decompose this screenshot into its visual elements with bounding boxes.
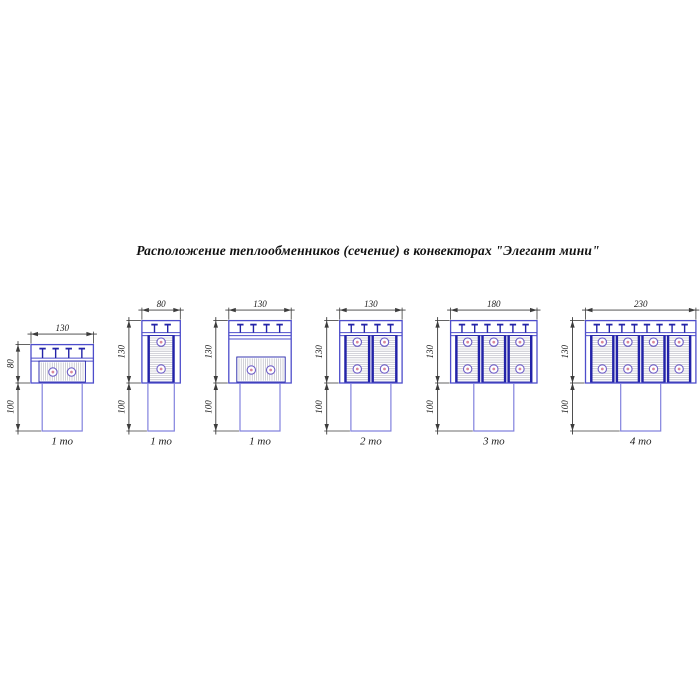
tube-center-mark bbox=[383, 341, 386, 344]
dimension-arrow bbox=[435, 383, 439, 390]
dimension-arrow bbox=[570, 321, 574, 328]
dimension-arrow bbox=[435, 321, 439, 328]
tube-center-mark bbox=[492, 341, 495, 344]
dimension-label: 80 bbox=[5, 359, 16, 369]
tube-center-mark bbox=[383, 368, 386, 371]
dimension-arrow bbox=[127, 376, 131, 383]
dimension-arrow bbox=[127, 424, 131, 431]
dimension-arrow bbox=[127, 321, 131, 328]
drawing-convector-130x130-1to bbox=[203, 299, 294, 448]
tube-center-mark bbox=[601, 341, 604, 344]
tube-center-mark bbox=[250, 369, 253, 372]
tube-center-mark bbox=[70, 371, 73, 374]
tube-center-mark bbox=[652, 341, 655, 344]
dimension-label: 100 bbox=[5, 400, 16, 414]
convector-duct bbox=[621, 383, 661, 431]
dimension-arrow bbox=[435, 376, 439, 383]
tube-center-mark bbox=[356, 341, 359, 344]
tube-center-mark bbox=[627, 341, 630, 344]
dimension-arrow bbox=[16, 345, 20, 352]
drawing-convector-130x130-2to bbox=[314, 299, 405, 448]
convector-duct bbox=[42, 383, 82, 431]
tube-center-mark bbox=[652, 368, 655, 371]
dimension-arrow bbox=[127, 383, 131, 390]
dimension-arrow bbox=[31, 332, 38, 336]
dimension-arrow bbox=[16, 383, 20, 390]
dimension-label: 130 bbox=[116, 345, 127, 359]
dimension-arrow bbox=[142, 308, 149, 312]
dimension-label: 230 bbox=[633, 298, 648, 309]
dimension-arrow bbox=[395, 308, 402, 312]
convector-duct bbox=[474, 383, 514, 431]
dimension-label: 130 bbox=[253, 298, 267, 309]
dimension-label: 100 bbox=[314, 400, 325, 414]
dimension-arrow bbox=[435, 424, 439, 431]
dimension-label: 130 bbox=[314, 345, 325, 359]
tube-center-mark bbox=[678, 368, 681, 371]
dimension-arrow bbox=[229, 308, 236, 312]
dimension-label: 100 bbox=[560, 400, 570, 414]
tube-center-mark bbox=[519, 341, 522, 344]
dimension-arrow bbox=[325, 321, 329, 328]
drawing-convector-80x130-1to bbox=[116, 299, 183, 448]
tube-center-mark bbox=[160, 368, 163, 371]
tube-center-mark bbox=[356, 368, 359, 371]
tube-center-mark bbox=[627, 368, 630, 371]
tube-center-mark bbox=[492, 368, 495, 371]
tube-center-mark bbox=[52, 371, 55, 374]
dimension-label: 100 bbox=[203, 400, 214, 414]
convector-duct bbox=[240, 383, 280, 431]
diagram-title: Расположение теплообменников (сечение) в конвекторах "Элегант мини" bbox=[136, 243, 600, 258]
dimension-arrow bbox=[570, 383, 574, 390]
tube-center-mark bbox=[466, 341, 469, 344]
convector-duct bbox=[148, 383, 174, 431]
dimension-label: 130 bbox=[203, 345, 214, 359]
dimension-arrow bbox=[214, 321, 218, 328]
tube-center-mark bbox=[269, 369, 272, 372]
dimension-arrow bbox=[570, 424, 574, 431]
dimension-arrow bbox=[325, 376, 329, 383]
drawing-convector-230x130-4to bbox=[560, 299, 699, 448]
dimension-arrow bbox=[284, 308, 291, 312]
drawing-caption: 1 то bbox=[51, 435, 74, 448]
dimension-arrow bbox=[325, 424, 329, 431]
dimension-arrow bbox=[16, 424, 20, 431]
drawing-caption: 1 то bbox=[249, 435, 271, 448]
dimension-arrow bbox=[214, 424, 218, 431]
dimension-label: 130 bbox=[560, 345, 570, 359]
tube-center-mark bbox=[466, 368, 469, 371]
convector-duct bbox=[351, 383, 391, 431]
tube-center-mark bbox=[678, 341, 681, 344]
dimension-label: 180 bbox=[487, 298, 501, 309]
drawing-convector-130x80-1to bbox=[6, 323, 97, 448]
dimension-label: 100 bbox=[425, 400, 436, 414]
dimension-label: 130 bbox=[55, 322, 69, 333]
tube-center-mark bbox=[601, 368, 604, 371]
dimension-arrow bbox=[451, 308, 458, 312]
dimension-arrow bbox=[689, 308, 696, 312]
dimension-arrow bbox=[86, 332, 93, 336]
dimension-arrow bbox=[325, 383, 329, 390]
drawing-caption: 4 то bbox=[629, 435, 652, 448]
dimension-arrow bbox=[530, 308, 537, 312]
tube-center-mark bbox=[160, 341, 163, 344]
drawing-convector-180x130-3to bbox=[425, 299, 540, 448]
dimension-arrow bbox=[214, 376, 218, 383]
tube-center-mark bbox=[519, 368, 522, 371]
drawing-caption: 2 то bbox=[360, 435, 382, 448]
dimension-label: 100 bbox=[116, 400, 127, 414]
dimension-arrow bbox=[214, 383, 218, 390]
dimension-arrow bbox=[570, 376, 574, 383]
dimension-arrow bbox=[16, 376, 20, 383]
dimension-label: 80 bbox=[156, 298, 166, 309]
dimension-label: 130 bbox=[364, 298, 378, 309]
drawing-caption: 1 то bbox=[150, 435, 172, 448]
drawing-caption: 3 то bbox=[482, 435, 505, 448]
dimension-arrow bbox=[586, 308, 593, 312]
dimension-arrow bbox=[340, 308, 347, 312]
dimension-arrow bbox=[173, 308, 180, 312]
dimension-label: 130 bbox=[425, 345, 436, 359]
